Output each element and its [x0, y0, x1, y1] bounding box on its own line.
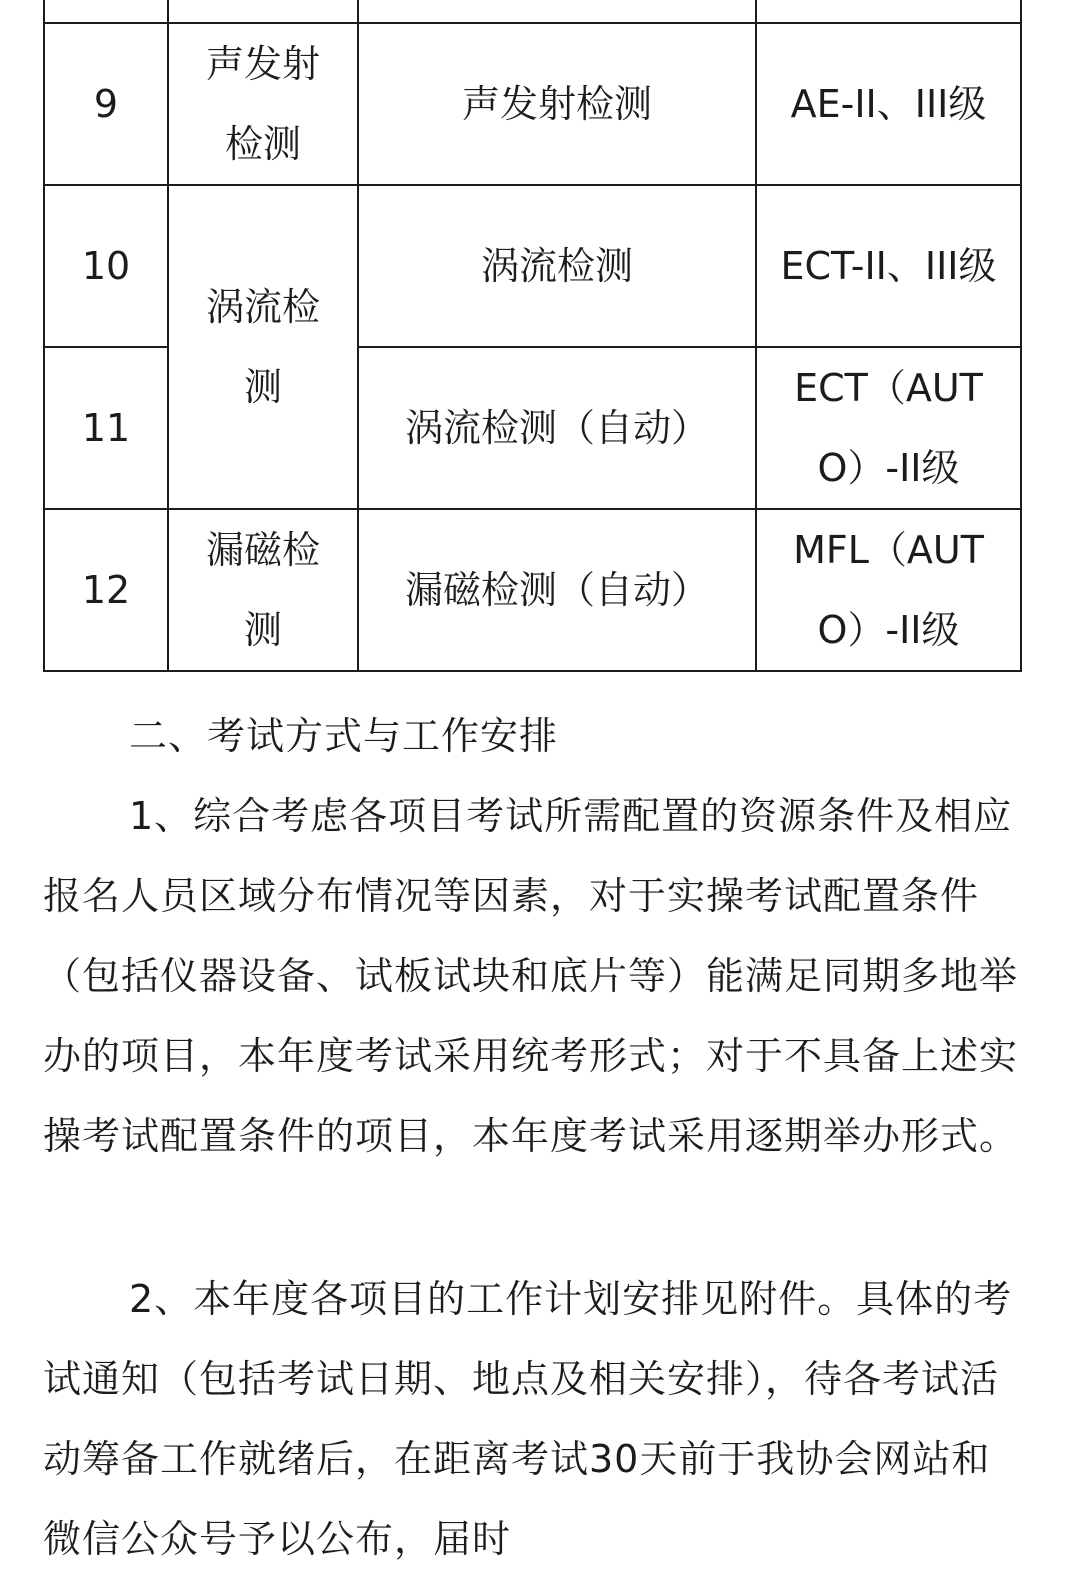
- row-number: 12: [44, 509, 168, 671]
- paragraph-2: 2、本年度各项目的工作计划安排见附件。具体的考试通知（包括考试日期、地点及相关安排），待各考试活动筹备工作就绪后，在距离考试30天前于我协会网站和微信公众号予以公布，届时: [43, 1277, 1013, 1561]
- row-item: 涡流检测: [358, 185, 756, 347]
- table-row-cutoff: [44, 0, 1021, 23]
- row-level: ECT-II、III级: [756, 185, 1021, 347]
- row-item: 涡流检测（自动）: [358, 347, 756, 509]
- row-level: MFL（AUTO）-II级: [756, 509, 1021, 671]
- row-item: 漏磁检测（自动）: [358, 509, 756, 671]
- table-row: [44, 185, 1021, 347]
- row-number: 10: [44, 185, 168, 347]
- section-heading: 二、考试方式与工作安排: [129, 714, 559, 758]
- table-row: [44, 23, 1021, 185]
- row-number: 9: [44, 23, 168, 185]
- row-level: ECT（AUTO）-II级: [756, 347, 1021, 509]
- row-number: 11: [44, 347, 168, 509]
- row-category: 声发射检测: [168, 23, 358, 185]
- row-category: 涡流检测: [168, 185, 358, 509]
- paragraph-1: 1、综合考虑各项目考试所需配置的资源条件及相应报名人员区域分布情况等因素，对于实操考试配置条件（包括仪器设备、试板试块和底片等）能满足同期多地举办的项目，本年度考试采用统考形式；对于不具备上述实操考试配置条件的项目，本年度考试采用逐期举办形式。: [43, 794, 1019, 1158]
- exam-project-table: [43, 0, 1022, 672]
- row-level: AE-II、III级: [756, 23, 1021, 185]
- table-row: [44, 509, 1021, 671]
- row-category: 漏磁检测: [168, 509, 358, 671]
- row-item: 声发射检测: [358, 23, 756, 185]
